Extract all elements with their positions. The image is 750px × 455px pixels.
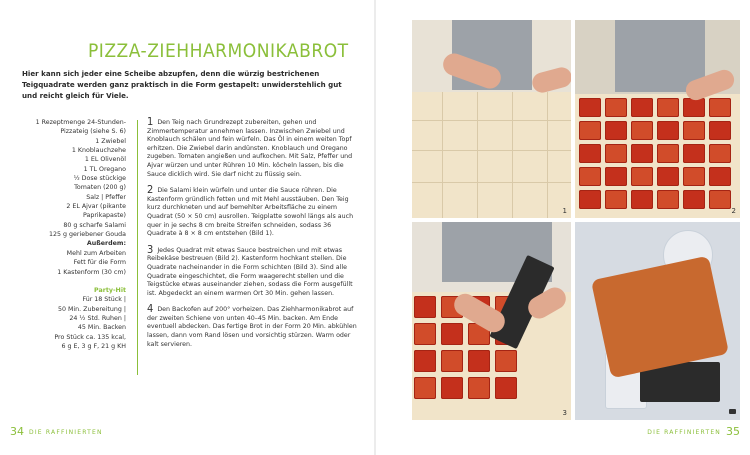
cut-line — [547, 92, 548, 218]
step-text: Jedes Quadrat mit etwas Sauce bestreichen und mit etwas Reibekäse bestreuen (Bild 2). Kastenform hochkant stellen. Die Quadrate nacheinander in die Form schichten (Bild 3). Sind alle Quadrate eingeschichtet, die Form waagerecht stellen und die Teigstücke etwas auseinander ziehen, sodass die Form ausgefüllt ist. Abgedeckt an einem warmen Ort 30 Min. gehen lassen. — [147, 246, 353, 297]
sauce-square — [605, 190, 627, 209]
sauce-square — [683, 190, 705, 209]
sauce-square — [631, 144, 653, 163]
sauce-square — [657, 167, 679, 186]
sauce-square — [579, 98, 601, 117]
ingredient-item: Außerdem: — [86, 240, 126, 248]
step-text: Den Backofen auf 200° vorheizen. Das Ziehharmonikabrot auf der zweiten Schiene von unten 40–45 Min. backen. Am Ende eventuell abdecken. Das fertige Brot in der Form 20 Min. abkühlen lassen, dann vom Rand lösen und vorsichtig stürzen. Warm oder kalt servieren. — [147, 306, 357, 348]
sauce-square — [683, 98, 705, 117]
ingredient-item: Mehl zum Arbeiten — [66, 249, 126, 257]
sauce-square — [605, 167, 627, 186]
sauce-square — [414, 377, 436, 399]
sauce-square — [605, 144, 627, 163]
ingredient-item: Salz | Pfeffer — [86, 193, 126, 201]
meta-line: Für 18 Stück | — [82, 296, 126, 304]
ingredient-item: 125 g geriebener Gouda — [48, 231, 126, 239]
sauce-square — [631, 98, 653, 117]
ingredient-item: 1 Zwiebel — [95, 137, 126, 145]
step-2 — [147, 183, 359, 239]
ingredient-item: 1 EL Olivenöl — [84, 156, 126, 164]
sauce-square — [709, 167, 731, 186]
sauce-square — [495, 350, 517, 372]
step-number: 2 — [147, 183, 154, 197]
sauce-square — [579, 167, 601, 186]
ingredient-item: Tomaten (200 g) — [74, 184, 126, 192]
sauce-square — [605, 98, 627, 117]
ingredient-item: 1 Kastenform (30 cm) — [57, 268, 126, 276]
sauce-square — [657, 121, 679, 140]
ingredient-list — [20, 118, 126, 351]
sauce-square — [579, 190, 601, 209]
sauce-square — [683, 121, 705, 140]
recipe-meta — [20, 295, 126, 351]
photo-stacking-squares — [412, 222, 571, 420]
ingredient-item: 1 Rezeptmenge 24-Stunden- — [35, 119, 126, 126]
step-number: 4 — [147, 302, 154, 316]
meta-line: 50 Min. Zubereitung | — [57, 305, 126, 313]
sauce-square — [579, 144, 601, 163]
sauce-square — [683, 167, 705, 186]
party-hit-label: Party-Hit — [94, 286, 126, 294]
column-divider — [137, 120, 138, 375]
step-text: Die Salami klein würfeln und unter die Sauce rühren. Die Kastenform gründlich fetten und mit Mehl ausstäuben. Den Teig kurz durchkneten und auf bemehlter Arbeitsfläche zu einem Quadrat (50 × 50 cm) ausrollen. Teigplatte sowohl längs als auch quer in je sechs 8 cm breite Streifen schneiden, sodass 36 Quadrate à 8 × 8 cm entstehen (Bild 1). — [147, 187, 354, 238]
sauce-square — [657, 144, 679, 163]
sauce-square — [631, 167, 653, 186]
ingredient-items — [20, 118, 126, 277]
photo-sauced-squares — [575, 20, 740, 218]
cut-line — [477, 92, 478, 218]
ingredient-item: Pizzateig (siehe S. 6) — [60, 128, 126, 136]
recipe-intro: Hier kann sich jeder eine Scheibe abzupfen, denn die würzig bestrichenen Teigquadrate werden ganz praktisch in die Form gestapelt: unwiderstehlich gut und reicht gleich für Viele. — [22, 69, 342, 100]
ingredient-item: 80 g scharfe Salami — [63, 221, 126, 229]
ingredient-item: 1 TL Oregano — [83, 165, 126, 173]
step-1 — [147, 115, 359, 179]
sauce-square — [709, 98, 731, 117]
sauce-square — [631, 190, 653, 209]
sauce-square — [495, 377, 517, 399]
sauce-square — [468, 350, 490, 372]
sauce-square — [657, 190, 679, 209]
cut-line — [512, 92, 513, 218]
meta-line: 24 ½ Std. Ruhen | — [69, 314, 126, 322]
photo-finished-bread — [575, 222, 740, 420]
recipe-title: PIZZA-ZIEHHARMONIKABROT — [88, 40, 349, 62]
photo-label: 2 — [731, 207, 736, 215]
step-4 — [147, 302, 359, 349]
section-name: DIE RAFFINIERTEN — [29, 429, 103, 436]
ingredient-item: 2 EL Ajvar (pikante — [66, 203, 126, 211]
ingredient-item: 1 Knoblauchzehe — [71, 147, 126, 155]
cut-line — [442, 92, 443, 218]
sauce-square — [441, 377, 463, 399]
camera-icon — [729, 409, 736, 414]
photo-cutting-dough — [412, 20, 571, 218]
sauce-square — [441, 350, 463, 372]
hand — [530, 65, 571, 95]
sauce-square — [579, 121, 601, 140]
meta-line: 6 g E, 3 g F, 21 g KH — [61, 342, 126, 350]
sauce-square — [683, 144, 705, 163]
section-name: DIE RAFFINIERTEN — [647, 429, 721, 436]
step-number: 1 — [147, 115, 154, 128]
pull-apart-bread — [591, 256, 729, 379]
sauce-square — [414, 296, 436, 318]
photo-label: 1 — [562, 207, 567, 215]
ingredient-item: Paprikapaste) — [82, 212, 126, 220]
page-gutter — [374, 0, 376, 455]
step-text: Den Teig nach Grundrezept zubereiten, gehen und Zimmertemperatur annehmen lassen. Inzwischen Zwiebel und Knoblauch schälen und fein würfeln. Das Öl in einem weiten Topf erhitzen. Die Zwiebel darin andünsten. Knoblauch und Oregano zugeben. Tomaten angießen und aufkochen. Mit Salz, Pfeffer und Ajvar würzen und unter Rühren 10 Min. köcheln lassen, bis die Sauce dicklich wird. Sie darf nicht zu flüssig sein. — [147, 119, 353, 178]
step-number: 3 — [147, 242, 154, 256]
sauce-square — [414, 350, 436, 372]
sauce-square — [605, 121, 627, 140]
sauce-square — [657, 98, 679, 117]
footer-left — [10, 425, 103, 438]
page-number: 35 — [726, 425, 740, 438]
ingredient-item: Fett für die Form — [73, 259, 126, 267]
photo-label: 3 — [562, 409, 567, 417]
meta-line: Pro Stück ca. 135 kcal, — [54, 333, 126, 341]
step-3 — [147, 242, 359, 299]
ingredient-item: ½ Dose stückige — [73, 175, 126, 183]
sauce-square — [709, 190, 731, 209]
sauce-square — [709, 144, 731, 163]
sauce-square — [441, 323, 463, 345]
page-number: 34 — [10, 425, 24, 438]
instruction-steps — [147, 115, 359, 356]
footer-right — [647, 425, 740, 438]
sauce-square — [631, 121, 653, 140]
sauce-square — [414, 323, 436, 345]
meta-line: 45 Min. Backen — [77, 324, 126, 332]
sauce-square — [468, 377, 490, 399]
sauce-square — [709, 121, 731, 140]
